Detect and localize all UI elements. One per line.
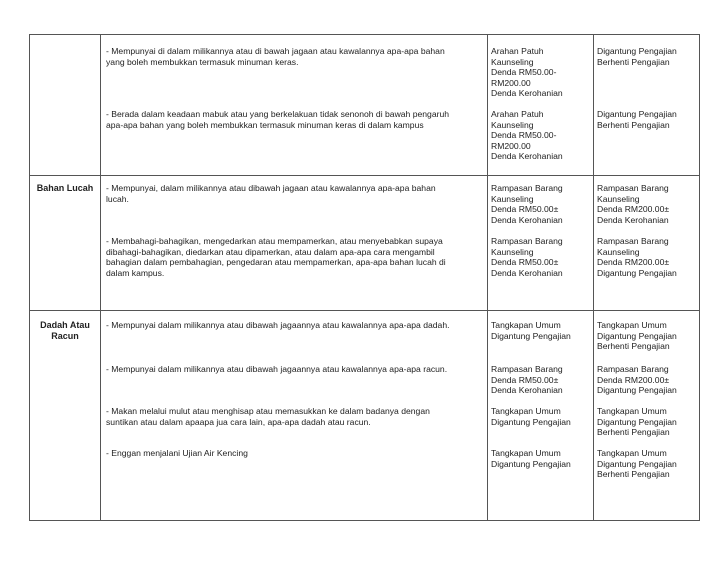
offense-description: - Membahagi-bahagikan, mengedarkan atau mempamerkan, atau menyebabkan supaya dibahagi-bahagikan, diedarkan atau dipamerkan, atau dalam apa-apa cara mengambil bahagian dalam pembahagian, pengedaran atau mempamerkan, apa-apa bahan lucah di dalam kampus. — [106, 236, 446, 278]
penalty-repeat: Rampasan Barang Kaunseling Denda RM200.00± Denda Kerohanian — [597, 183, 670, 225]
penalty-repeat: Rampasan Barang Kaunseling Denda RM200.00± Digantung Pengajian — [597, 236, 677, 278]
offense-description: - Mempunyai di dalam milikannya atau di bawah jagaan atau kawalannya apa-apa bahan yang boleh membukkan termasuk minuman keras. — [106, 46, 445, 67]
column-divider — [100, 35, 101, 520]
offense-description: - Enggan menjalani Ujian Air Kencing — [106, 448, 248, 458]
penalty-first: Rampasan Barang Kaunseling Denda RM50.00± Denda Kerohanian — [491, 183, 563, 225]
penalty-first: Arahan Patuh Kaunseling Denda RM50.00- RM200.00 Denda Kerohanian — [491, 46, 563, 99]
penalty-first: Tangkapan Umum Digantung Pengajian — [491, 448, 571, 469]
offense-description: - Mempunyai dalam milikannya atau dibawah jagaannya atau kawalannya apa-apa racun. — [106, 364, 448, 374]
penalty-first: Tangkapan Umum Digantung Pengajian — [491, 320, 571, 341]
row-divider — [30, 310, 699, 311]
offense-description: - Berada dalam keadaan mabuk atau yang berkelakuan tidak senonoh di bawah pengaruh apa-apa bahan yang boleh membukkan termasuk minuman keras di dalam kampus — [106, 109, 450, 130]
offense-description: - Mempunyai, dalam milikannya atau dibawah jagaan atau kawalannya apa-apa bahan lucah. — [106, 183, 436, 204]
offense-description: - Makan melalui mulut atau menghisap atau memasukkan ke dalam badanya dengan suntikan atau dalam apaapa jua cara lain, apa-apa dadah atau racun. — [106, 406, 430, 427]
penalty-repeat: Digantung Pengajian Berhenti Pengajian — [597, 109, 677, 130]
penalty-repeat: Tangkapan Umum Digantung Pengajian Berhenti Pengajian — [597, 406, 677, 438]
category-label: Dadah Atau Racun — [40, 320, 90, 341]
row-divider — [30, 175, 699, 176]
column-divider — [593, 35, 594, 520]
penalty-repeat: Digantung Pengajian Berhenti Pengajian — [597, 46, 677, 67]
offense-description: - Mempunyai dalam milikannya atau dibawah jagaannya atau kawalannya apa-apa dadah. — [106, 320, 450, 330]
penalty-repeat: Tangkapan Umum Digantung Pengajian Berhenti Pengajian — [597, 448, 677, 480]
penalty-first: Rampasan Barang Kaunseling Denda RM50.00± Denda Kerohanian — [491, 236, 563, 278]
penalty-repeat: Tangkapan Umum Digantung Pengajian Berhenti Pengajian — [597, 320, 677, 352]
penalty-first: Tangkapan Umum Digantung Pengajian — [491, 406, 571, 427]
category-label: Bahan Lucah — [36, 183, 94, 193]
column-divider — [487, 35, 488, 520]
penalty-first: Arahan Patuh Kaunseling Denda RM50.00- RM200.00 Denda Kerohanian — [491, 109, 563, 162]
penalty-first: Rampasan Barang Denda RM50.00± Denda Kerohanian — [491, 364, 563, 396]
offense-penalty-table — [29, 34, 700, 521]
penalty-repeat: Rampasan Barang Denda RM200.00± Digantung Pengajian — [597, 364, 677, 396]
